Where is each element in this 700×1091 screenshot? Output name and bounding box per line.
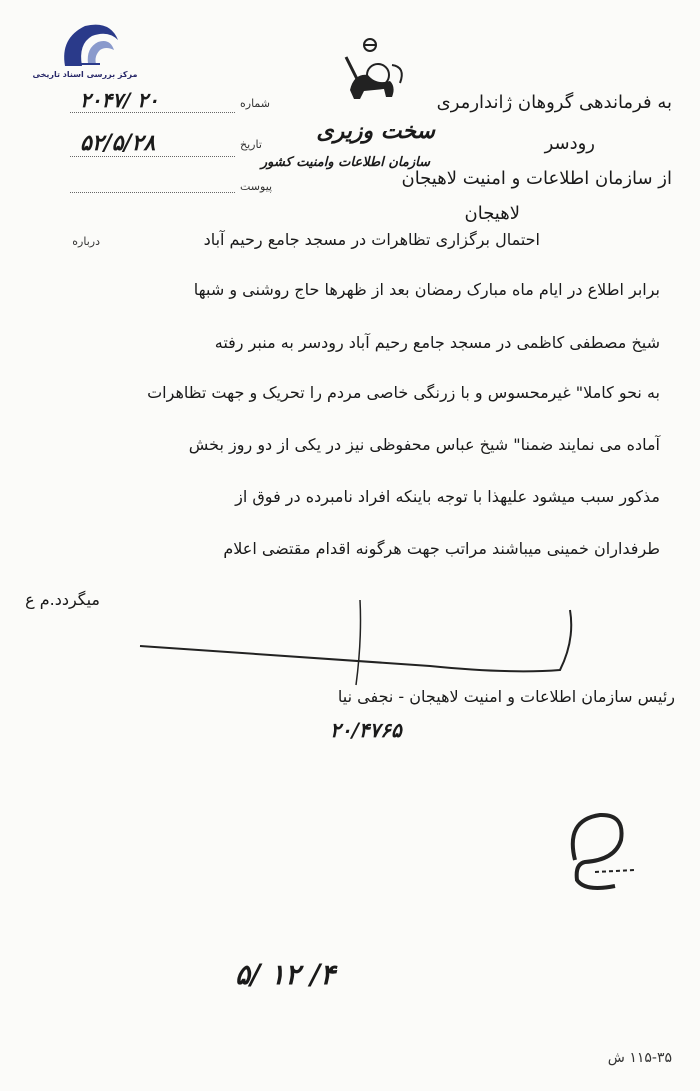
body-line: طرفداران خمینی میباشند مراتب جهت هرگونه اقدام مقتضی اعلام xyxy=(223,539,660,558)
number-label: شماره xyxy=(240,97,271,110)
footer-code: ۱۱۵-۳۵ ش xyxy=(607,1050,672,1066)
handwritten-note: ۵/ ۱۲ /۴ xyxy=(235,958,336,991)
attachment-underline xyxy=(70,192,235,193)
subject-place: رودسر xyxy=(544,133,595,154)
number-value: ۲۰۴۷/ ۲۰ xyxy=(80,88,159,112)
body-line: شیخ مصطفی کاظمی در مسجد جامع رحیم آباد رودسر به منبر رفته xyxy=(214,333,660,352)
subject-label: درباره xyxy=(72,235,100,248)
archive-logo-icon xyxy=(30,18,140,70)
signatory-title: رئیس سازمان اطلاعات و امنیت لاهیجان - نجفی نیا xyxy=(337,687,675,706)
body-line: برابر اطلاع در ایام ماه مبارک رمضان بعد از ظهرها حاج روشنی و شبها xyxy=(193,280,660,299)
attachment-label: پیوست xyxy=(240,180,273,193)
body-line: آماده می نمایند ضمنا" شیخ عباس محفوظی نیز در یکی از دو روز بخش xyxy=(188,435,660,454)
city-line: لاهیجان xyxy=(464,203,520,224)
sender-line: از سازمان اطلاعات و امنیت لاهیجان xyxy=(401,168,672,189)
paraph-mark xyxy=(555,800,645,900)
signature-number: ۲۰/۴۷۶۵ xyxy=(330,718,402,742)
number-underline xyxy=(70,112,235,113)
signature-scribble xyxy=(130,600,630,690)
agency-stamp: سازمان اطلاعات وامنیت کشور xyxy=(260,155,430,170)
classification-stamp: سخت وزیری xyxy=(316,118,435,144)
date-value: ۵۲/۵/۲۸ xyxy=(80,130,156,156)
date-label: تاریخ xyxy=(240,138,262,151)
addressee-line: به فرماندهی گروهان ژاندارمری xyxy=(436,92,672,113)
archive-logo xyxy=(30,18,140,88)
date-underline xyxy=(70,156,235,157)
subject-value: احتمال برگزاری تظاهرات در مسجد جامع رحیم آباد xyxy=(203,230,540,249)
body-line: مذکور سبب میشود علیهذا با توجه باینکه افراد نامبرده در فوق از xyxy=(235,487,660,506)
body-line: میگردد.م ع xyxy=(25,590,100,609)
lion-and-sun-emblem-icon xyxy=(320,35,410,105)
archive-logo-text: مرکز بررسی اسناد تاریخی xyxy=(32,70,138,79)
body-line: به نحو کاملا" غیرمحسوس و با زرنگی خاصی مردم را تحریک و جهت تظاهرات xyxy=(147,383,660,402)
